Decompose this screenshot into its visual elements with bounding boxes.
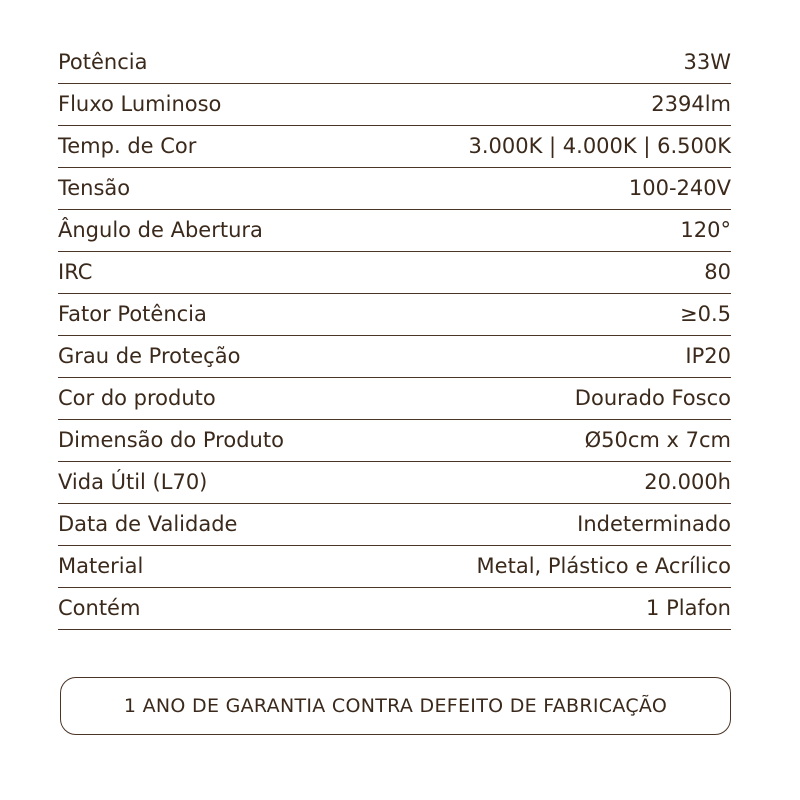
spec-label: Fator Potência	[58, 301, 207, 326]
spec-label: Fluxo Luminoso	[58, 91, 222, 116]
spec-label: Potência	[58, 49, 148, 74]
spec-value: Metal, Plástico e Acrílico	[476, 553, 731, 578]
spec-value: Dourado Fosco	[574, 385, 731, 410]
spec-value: 100-240V	[628, 175, 731, 200]
spec-value: 1 Plafon	[646, 595, 731, 620]
spec-label: Contém	[58, 595, 141, 620]
spec-row-vida-util	[58, 462, 731, 504]
spec-row-irc	[58, 252, 731, 294]
spec-value: 2394lm	[651, 91, 731, 116]
spec-row-data-de-validade	[58, 504, 731, 546]
spec-row-contem	[58, 588, 731, 630]
spec-row-tensao	[58, 168, 731, 210]
spec-row-grau-de-protecao	[58, 336, 731, 378]
spec-row-fator-potencia	[58, 294, 731, 336]
spec-label: Material	[58, 553, 144, 578]
spec-value: ≥0.5	[680, 301, 731, 326]
spec-row-dimensao-do-produto	[58, 420, 731, 462]
spec-table	[58, 42, 731, 630]
spec-label: Temp. de Cor	[58, 133, 197, 158]
spec-label: Grau de Proteção	[58, 343, 241, 368]
warranty-text: 1 ANO DE GARANTIA CONTRA DEFEITO DE FABRICAÇÃO	[123, 695, 668, 717]
spec-value: 33W	[683, 49, 731, 74]
warranty-banner	[60, 677, 731, 735]
spec-row-temp-de-cor	[58, 126, 731, 168]
spec-value: 80	[704, 259, 731, 284]
spec-row-cor-do-produto	[58, 378, 731, 420]
spec-label: Vida Útil (L70)	[58, 469, 208, 494]
spec-label: Ângulo de Abertura	[58, 217, 263, 242]
spec-label: Tensão	[58, 175, 131, 200]
spec-row-angulo-de-abertura	[58, 210, 731, 252]
spec-label: Dimensão do Produto	[58, 427, 284, 452]
spec-label: Cor do produto	[58, 385, 216, 410]
spec-value: Ø50cm x 7cm	[584, 427, 731, 452]
spec-value: 20.000h	[644, 469, 731, 494]
spec-value: 120°	[680, 217, 731, 242]
spec-row-fluxo-luminoso	[58, 84, 731, 126]
spec-value: IP20	[685, 343, 731, 368]
spec-row-material	[58, 546, 731, 588]
spec-value: 3.000K | 4.000K | 6.500K	[468, 133, 731, 158]
spec-row-potencia	[58, 42, 731, 84]
spec-label: Data de Validade	[58, 511, 238, 536]
spec-label: IRC	[58, 259, 93, 284]
spec-value: Indeterminado	[577, 511, 731, 536]
